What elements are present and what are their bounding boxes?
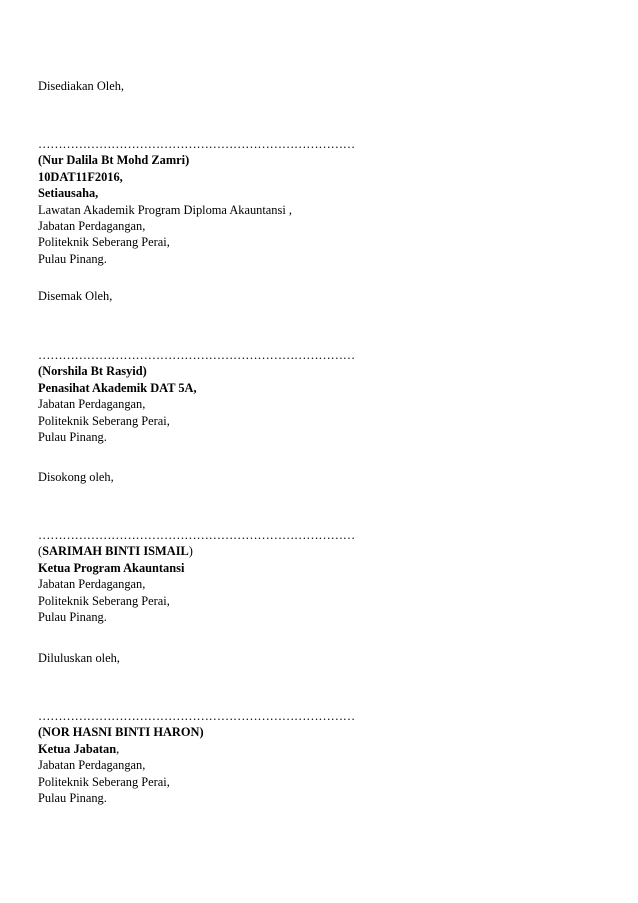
address-line: Politeknik Seberang Perai, — [38, 774, 170, 789]
name-open-paren: ( — [38, 544, 43, 559]
signatory-name: (NOR HASNI BINTI HARON) — [38, 725, 204, 740]
signatory-role: Ketua Jabatan — [38, 741, 117, 756]
prepared-by-heading: Disediakan Oleh, — [38, 79, 125, 93]
signatory-name: SARIMAH BINTI ISMAIL — [42, 544, 189, 559]
signatory-name-line — [38, 543, 598, 559]
address-line: Pulau Pinang. — [38, 430, 107, 445]
reviewed-by-heading: Disemak Oleh, — [38, 289, 113, 303]
signatory-role: Penasihat Akademik DAT 5A, — [38, 380, 197, 395]
signatory-role-line — [38, 741, 598, 757]
approved-by-heading: Diluluskan oleh, — [38, 651, 120, 665]
address-line: Politeknik Seberang Perai, — [38, 413, 170, 428]
signature-line: …………………………………………………………………… — [38, 348, 355, 362]
reviewed-by-signature-block — [38, 347, 598, 445]
address-line: Jabatan Perdagangan, — [38, 219, 146, 234]
signature-line: …………………………………………………………………… — [38, 709, 355, 723]
address-line: Pulau Pinang. — [38, 610, 107, 625]
approved-by-heading-block — [38, 650, 598, 666]
address-line: Pulau Pinang. — [38, 791, 107, 806]
address-line: Pulau Pinang. — [38, 251, 107, 266]
supported-by-heading-block — [38, 469, 598, 485]
student-id: 10DAT11F2016, — [38, 169, 123, 184]
prepared-by-signature-block — [38, 136, 598, 267]
signatory-name: (Nur Dalila Bt Mohd Zamri) — [38, 153, 190, 168]
signatory-role: Setiausaha, — [38, 186, 99, 201]
signatory-role: Ketua Program Akauntansi — [38, 560, 185, 575]
signature-line: …………………………………………………………………… — [38, 528, 355, 542]
reviewed-by-heading-block — [38, 288, 598, 304]
signature-line: …………………………………………………………………… — [38, 137, 355, 151]
supported-by-signature-block — [38, 527, 598, 625]
role-suffix: , — [116, 741, 120, 756]
address-line: Jabatan Perdagangan, — [38, 397, 146, 412]
address-line: Jabatan Perdagangan, — [38, 577, 146, 592]
address-line: Politeknik Seberang Perai, — [38, 235, 170, 250]
supported-by-heading: Disokong oleh, — [38, 470, 114, 484]
signatory-name: (Norshila Bt Rasyid) — [38, 364, 147, 379]
name-close-paren: ) — [188, 544, 193, 559]
address-line: Lawatan Akademik Program Diploma Akauntansi , — [38, 202, 292, 217]
address-line: Jabatan Perdagangan, — [38, 758, 146, 773]
approved-by-signature-block — [38, 708, 598, 806]
address-line: Politeknik Seberang Perai, — [38, 593, 170, 608]
prepared-by-heading-block — [38, 78, 598, 94]
